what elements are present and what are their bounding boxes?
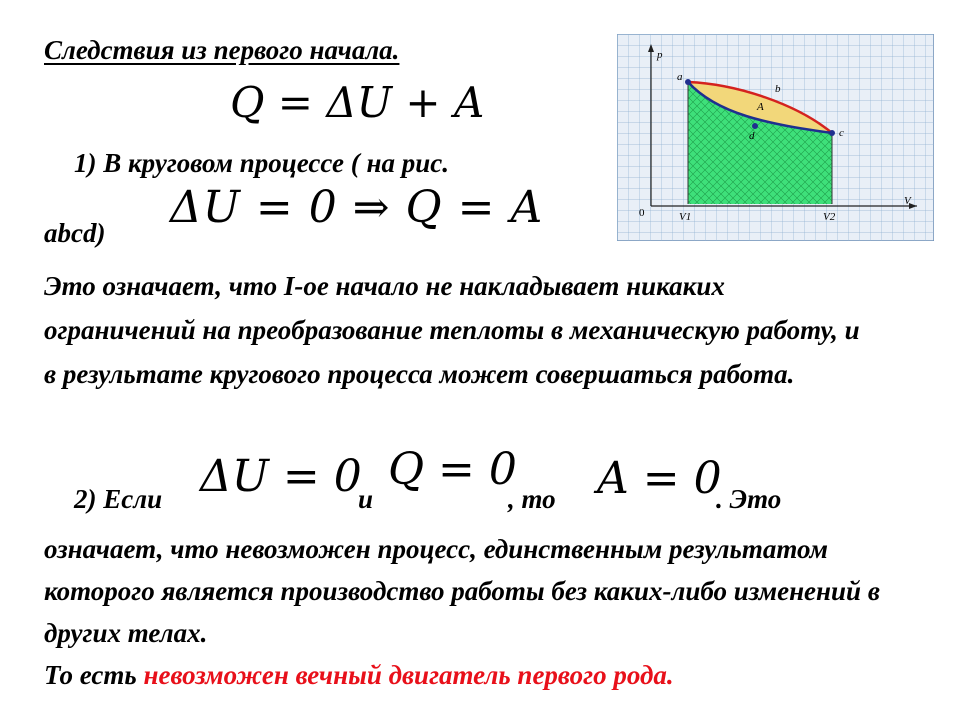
v2-label: V2 <box>823 211 836 223</box>
paragraph-2 <box>44 528 924 696</box>
conclusion-highlight: невозможен вечный двигатель первого рода. <box>143 660 674 690</box>
point-d <box>752 123 758 129</box>
origin-label: 0 <box>639 207 645 219</box>
label-c: c <box>839 127 844 139</box>
item-1-text: 1) В круговом процессе ( на рис. <box>74 148 449 178</box>
item-2-formula-q: Q = 0 <box>388 444 517 495</box>
slide-title: Следствия из первого начала. <box>44 35 400 65</box>
item-1-formula: ΔU = 0 ⇒ Q = A <box>170 182 544 233</box>
point-c <box>829 130 835 136</box>
label-b: b <box>775 83 781 95</box>
item-2-prefix: 2) Если <box>74 484 163 514</box>
first-law-formula: Q = ΔU + A <box>230 78 485 127</box>
item-2-formula-a: A = 0 <box>597 453 722 504</box>
p-axis-label: p <box>657 49 663 61</box>
point-a <box>685 79 691 85</box>
paragraph-1: Это означает, что I-ое начало не накладывает никаких ограничений на преобразование теплоты в механическую работу, и в результате кругового процесса может совершаться работа. <box>44 271 860 389</box>
item-2-suffix: . Это <box>716 484 782 514</box>
item-2-conjunction: и <box>358 484 374 514</box>
pv-diagram <box>617 34 934 241</box>
v-axis-label: V <box>904 195 911 207</box>
area-label: A <box>757 101 764 113</box>
conclusion-lead: То есть <box>44 660 144 690</box>
label-a: a <box>677 71 683 83</box>
label-d: d <box>749 130 755 142</box>
item-2-then: , то <box>508 484 556 514</box>
paragraph-2-body: означает, что невозможен процесс, единственным результатом которого является производство работы без каких-либо изменений в других телах. <box>44 534 880 648</box>
item-2-formula-du: ΔU = 0 <box>200 451 362 502</box>
item-1-tail: abcd) <box>44 218 106 248</box>
v1-label: V1 <box>679 211 692 223</box>
